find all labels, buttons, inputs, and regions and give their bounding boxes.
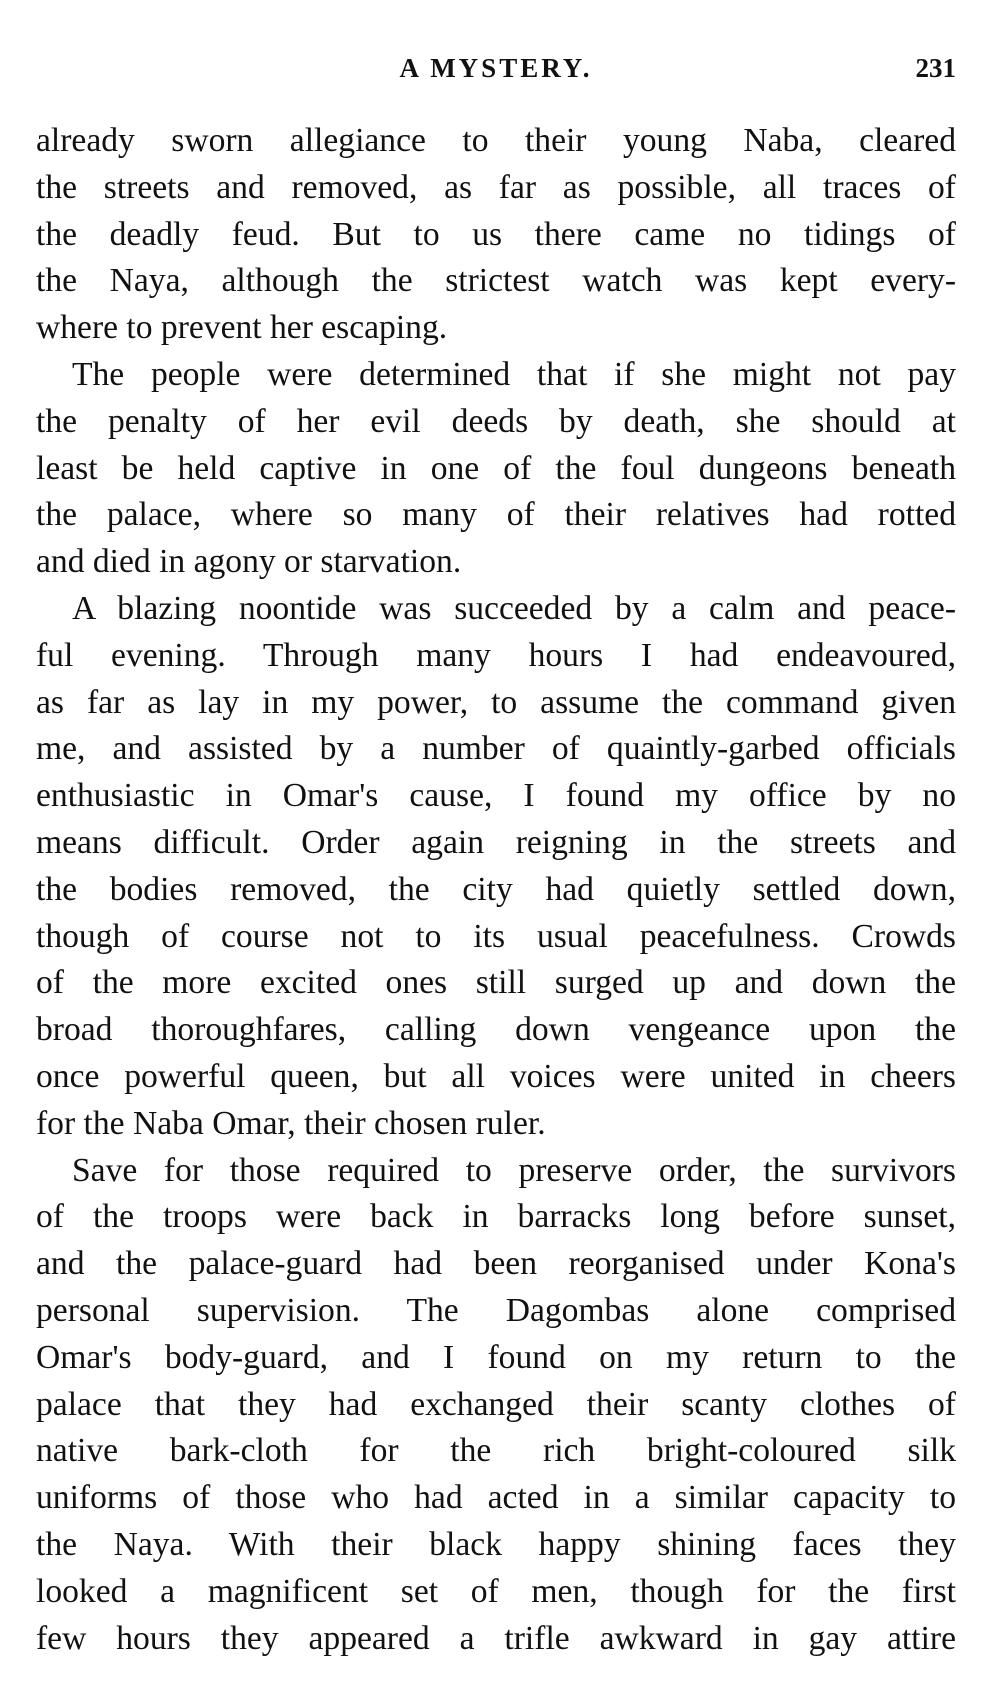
text-line: few hours they appeared a trifle awkward in gay attire bbox=[36, 1619, 956, 1657]
text-line: The people were determined that if she might not pay bbox=[72, 355, 956, 393]
text-line: already sworn allegiance to their young Naba, cleared bbox=[36, 122, 956, 159]
text-line: least be held captive in one of the foul dungeons beneath bbox=[36, 449, 956, 487]
text-line: the Naya. With their black happy shining faces they bbox=[36, 1525, 956, 1563]
text-line: as far as lay in my power, to assume the command given bbox=[36, 683, 956, 721]
text-line: the streets and removed, as far as possible, all traces of bbox=[36, 168, 956, 206]
paragraph bbox=[36, 118, 956, 352]
text-line: native bark-cloth for the rich bright-coloured silk bbox=[36, 1432, 956, 1470]
text-line: the penalty of her evil deeds by death, she should at bbox=[36, 402, 956, 440]
paragraph bbox=[36, 586, 956, 1148]
text-line: ful evening. Through many hours I had endeavoured, bbox=[36, 636, 956, 674]
text-line: me, and assisted by a number of quaintly-garbed officials bbox=[36, 730, 956, 768]
text-line: and died in agony or starvation. bbox=[36, 543, 462, 581]
paragraph bbox=[36, 352, 956, 586]
text-line: of the more excited ones still surged up and down the bbox=[36, 964, 956, 1002]
text-line: enthusiastic in Omar's cause, I found my office by no bbox=[36, 777, 956, 815]
text-line: of the troops were back in barracks long before sunset, bbox=[36, 1198, 956, 1236]
text-line: Omar's body-guard, and I found on my return to the bbox=[36, 1338, 956, 1376]
chapter-title: A MYSTERY. bbox=[399, 53, 593, 83]
text-line: and the palace-guard had been reorganised under Kona's bbox=[36, 1245, 956, 1283]
text-line: broad thoroughfares, calling down vengeance upon the bbox=[36, 1011, 956, 1049]
text-line: though of course not to its usual peacefulness. Crowds bbox=[36, 917, 956, 955]
text-line: once powerful queen, but all voices were united in cheers bbox=[36, 1057, 956, 1095]
text-line: the palace, where so many of their relatives had rotted bbox=[36, 496, 956, 534]
text-line: Save for those required to preserve order, the survivors bbox=[72, 1151, 956, 1189]
text-line: for the Naba Omar, their chosen ruler. bbox=[36, 1104, 546, 1142]
text-line: the bodies removed, the city had quietly settled down, bbox=[36, 870, 956, 908]
text-line: personal supervision. The Dagombas alone comprised bbox=[36, 1291, 956, 1329]
page-number: 231 bbox=[915, 53, 956, 83]
body-text bbox=[36, 118, 956, 1662]
text-line: uniforms of those who had acted in a similar capacity to bbox=[36, 1479, 956, 1517]
text-line: means difficult. Order again reigning in the streets and bbox=[36, 823, 956, 861]
text-line: where to prevent her escaping. bbox=[36, 309, 448, 347]
paragraph bbox=[36, 1148, 956, 1663]
text-line: looked a magnificent set of men, though for the first bbox=[36, 1572, 956, 1610]
text-line: palace that they had exchanged their scanty clothes of bbox=[36, 1385, 956, 1423]
text-line: the deadly feud. But to us there came no tidings of bbox=[36, 215, 956, 253]
running-head bbox=[36, 48, 956, 88]
text-line: the Naya, although the strictest watch was kept every- bbox=[36, 262, 956, 300]
text-line: A blazing noontide was succeeded by a calm and peace- bbox=[72, 589, 956, 627]
